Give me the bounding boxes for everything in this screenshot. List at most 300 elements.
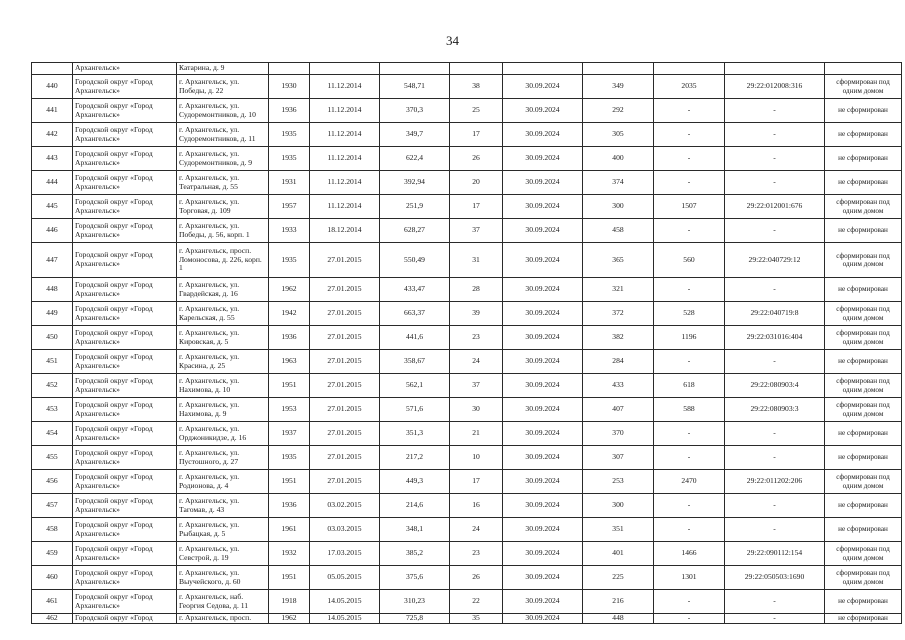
date-cell: 27.01.2015 bbox=[310, 243, 380, 278]
cost-cell: 300 bbox=[583, 195, 654, 219]
address-cell: г. Архангельск, просп. Ломоносова, д. 226, корп. 1 bbox=[177, 243, 269, 278]
date-cell: 11.12.2014 bbox=[310, 195, 380, 219]
status-cell: сформирован под одним домом bbox=[825, 566, 902, 590]
cadastral-number-cell: 29:22:080903:3 bbox=[725, 398, 825, 422]
status-cell: сформирован под одним домом bbox=[825, 374, 902, 398]
year-cell: 1932 bbox=[269, 542, 310, 566]
date-cell: 11.12.2014 bbox=[310, 171, 380, 195]
year-cell: 1957 bbox=[269, 195, 310, 219]
count-cell: 20 bbox=[450, 171, 503, 195]
count-cell: 38 bbox=[450, 75, 503, 99]
deadline-cell: 30.09.2024 bbox=[503, 614, 583, 624]
deadline-cell: 30.09.2024 bbox=[503, 518, 583, 542]
plot-area-cell: - bbox=[654, 446, 725, 470]
address-cell: г. Архангельск, ул. Судоремонтников, д. 9 bbox=[177, 147, 269, 171]
date-cell bbox=[310, 63, 380, 75]
deadline-cell: 30.09.2024 bbox=[503, 278, 583, 302]
status-cell: не сформирован bbox=[825, 123, 902, 147]
year-cell: 1933 bbox=[269, 219, 310, 243]
deadline-cell: 30.09.2024 bbox=[503, 99, 583, 123]
cadastral-number-cell: - bbox=[725, 171, 825, 195]
year-cell: 1931 bbox=[269, 171, 310, 195]
owner-cell: Городской округ «Город Архангельск» bbox=[73, 147, 177, 171]
date-cell: 11.12.2014 bbox=[310, 147, 380, 171]
table-row bbox=[32, 195, 902, 219]
area-cell: 441,6 bbox=[380, 326, 450, 350]
deadline-cell: 30.09.2024 bbox=[503, 590, 583, 614]
row-number: 450 bbox=[32, 326, 73, 350]
owner-cell: Архангельск» bbox=[73, 63, 177, 75]
area-cell: 214,6 bbox=[380, 494, 450, 518]
row-number: 459 bbox=[32, 542, 73, 566]
row-number: 457 bbox=[32, 494, 73, 518]
year-cell: 1951 bbox=[269, 374, 310, 398]
cost-cell: 292 bbox=[583, 99, 654, 123]
owner-cell: Городской округ «Город Архангельск» bbox=[73, 374, 177, 398]
area-cell: 622,4 bbox=[380, 147, 450, 171]
table-row bbox=[32, 171, 902, 195]
area-cell: 385,2 bbox=[380, 542, 450, 566]
count-cell: 21 bbox=[450, 422, 503, 446]
row-number: 441 bbox=[32, 99, 73, 123]
cadastral-number-cell: 29:22:040719:8 bbox=[725, 302, 825, 326]
table-row bbox=[32, 614, 902, 624]
plot-area-cell: 528 bbox=[654, 302, 725, 326]
table-row-continued bbox=[32, 63, 902, 75]
table-body bbox=[32, 63, 902, 624]
address-cell: г. Архангельск, ул. Нахимова, д. 10 bbox=[177, 374, 269, 398]
cadastral-number-cell: - bbox=[725, 147, 825, 171]
area-cell: 370,3 bbox=[380, 99, 450, 123]
table-row bbox=[32, 350, 902, 374]
owner-cell: Городской округ «Город bbox=[73, 614, 177, 624]
plot-area-cell: 588 bbox=[654, 398, 725, 422]
status-cell: не сформирован bbox=[825, 590, 902, 614]
plot-area-cell: 560 bbox=[654, 243, 725, 278]
cadastral-number-cell: 29:22:080903:4 bbox=[725, 374, 825, 398]
year-cell bbox=[269, 63, 310, 75]
plot-area-cell: - bbox=[654, 99, 725, 123]
address-cell: г. Архангельск, ул. Тагомав, д. 43 bbox=[177, 494, 269, 518]
plot-area-cell: - bbox=[654, 278, 725, 302]
row-number: 458 bbox=[32, 518, 73, 542]
area-cell: 392,94 bbox=[380, 171, 450, 195]
cadastral-number-cell: 29:22:012008:316 bbox=[725, 75, 825, 99]
cadastral-number-cell: - bbox=[725, 494, 825, 518]
deadline-cell: 30.09.2024 bbox=[503, 302, 583, 326]
area-cell: 375,6 bbox=[380, 566, 450, 590]
plot-area-cell: - bbox=[654, 350, 725, 374]
table-row bbox=[32, 219, 902, 243]
area-cell: 251,9 bbox=[380, 195, 450, 219]
cost-cell: 216 bbox=[583, 590, 654, 614]
row-number bbox=[32, 63, 73, 75]
deadline-cell: 30.09.2024 bbox=[503, 326, 583, 350]
owner-cell: Городской округ «Город Архангельск» bbox=[73, 75, 177, 99]
owner-cell: Городской округ «Город Архангельск» bbox=[73, 422, 177, 446]
plot-area-cell: - bbox=[654, 171, 725, 195]
table-row bbox=[32, 518, 902, 542]
area-cell: 725,8 bbox=[380, 614, 450, 624]
date-cell: 27.01.2015 bbox=[310, 326, 380, 350]
cadastral-number-cell: - bbox=[725, 99, 825, 123]
count-cell: 28 bbox=[450, 278, 503, 302]
area-cell: 358,67 bbox=[380, 350, 450, 374]
status-cell: не сформирован bbox=[825, 99, 902, 123]
row-number: 443 bbox=[32, 147, 73, 171]
cadastral-number-cell: - bbox=[725, 278, 825, 302]
cadastral-number-cell: - bbox=[725, 350, 825, 374]
area-cell: 217,2 bbox=[380, 446, 450, 470]
address-cell: г. Архангельск, ул. Театральная, д. 55 bbox=[177, 171, 269, 195]
cost-cell: 349 bbox=[583, 75, 654, 99]
deadline-cell: 30.09.2024 bbox=[503, 350, 583, 374]
address-cell: г. Архангельск, ул. Победы, д. 56, корп. 1 bbox=[177, 219, 269, 243]
cost-cell: 372 bbox=[583, 302, 654, 326]
row-number: 461 bbox=[32, 590, 73, 614]
date-cell: 27.01.2015 bbox=[310, 302, 380, 326]
deadline-cell: 30.09.2024 bbox=[503, 446, 583, 470]
area-cell: 628,27 bbox=[380, 219, 450, 243]
date-cell: 27.01.2015 bbox=[310, 374, 380, 398]
plot-area-cell: - bbox=[654, 123, 725, 147]
row-number: 442 bbox=[32, 123, 73, 147]
plot-area-cell: - bbox=[654, 614, 725, 624]
date-cell: 03.03.2015 bbox=[310, 518, 380, 542]
table-row bbox=[32, 75, 902, 99]
count-cell: 39 bbox=[450, 302, 503, 326]
status-cell: не сформирован bbox=[825, 446, 902, 470]
address-cell: г. Архангельск, ул. Пустошного, д. 27 bbox=[177, 446, 269, 470]
cost-cell: 433 bbox=[583, 374, 654, 398]
table-row bbox=[32, 566, 902, 590]
count-cell: 26 bbox=[450, 147, 503, 171]
count-cell: 30 bbox=[450, 398, 503, 422]
area-cell: 550,49 bbox=[380, 243, 450, 278]
date-cell: 27.01.2015 bbox=[310, 398, 380, 422]
cost-cell: 382 bbox=[583, 326, 654, 350]
cadastral-number-cell: 29:22:050503:1690 bbox=[725, 566, 825, 590]
address-cell: г. Архангельск, ул. Гвардейская, д. 16 bbox=[177, 278, 269, 302]
deadline-cell: 30.09.2024 bbox=[503, 147, 583, 171]
address-cell: г. Архангельск, ул. Орджоникидзе, д. 16 bbox=[177, 422, 269, 446]
cost-cell: 300 bbox=[583, 494, 654, 518]
status-cell: сформирован под одним домом bbox=[825, 398, 902, 422]
address-cell: г. Архангельск, ул. Севстрой, д. 19 bbox=[177, 542, 269, 566]
row-number: 454 bbox=[32, 422, 73, 446]
owner-cell: Городской округ «Город Архангельск» bbox=[73, 99, 177, 123]
cost-cell bbox=[583, 63, 654, 75]
status-cell: не сформирован bbox=[825, 219, 902, 243]
cost-cell: 448 bbox=[583, 614, 654, 624]
address-cell: г. Архангельск, ул. Судоремонтников, д. 10 bbox=[177, 99, 269, 123]
deadline-cell: 30.09.2024 bbox=[503, 195, 583, 219]
count-cell: 23 bbox=[450, 326, 503, 350]
year-cell: 1951 bbox=[269, 566, 310, 590]
date-cell: 27.01.2015 bbox=[310, 422, 380, 446]
plot-area-cell: - bbox=[654, 422, 725, 446]
deadline-cell: 30.09.2024 bbox=[503, 494, 583, 518]
status-cell: не сформирован bbox=[825, 518, 902, 542]
plot-area-cell: - bbox=[654, 590, 725, 614]
year-cell: 1962 bbox=[269, 614, 310, 624]
deadline-cell: 30.09.2024 bbox=[503, 422, 583, 446]
year-cell: 1935 bbox=[269, 446, 310, 470]
year-cell: 1961 bbox=[269, 518, 310, 542]
date-cell: 11.12.2014 bbox=[310, 99, 380, 123]
year-cell: 1935 bbox=[269, 243, 310, 278]
cadastral-number-cell: 29:22:012001:676 bbox=[725, 195, 825, 219]
count-cell: 17 bbox=[450, 123, 503, 147]
count-cell: 17 bbox=[450, 470, 503, 494]
year-cell: 1935 bbox=[269, 123, 310, 147]
status-cell: не сформирован bbox=[825, 147, 902, 171]
owner-cell: Городской округ «Город Архангельск» bbox=[73, 566, 177, 590]
plot-area-cell: 1466 bbox=[654, 542, 725, 566]
area-cell: 310,23 bbox=[380, 590, 450, 614]
year-cell: 1936 bbox=[269, 494, 310, 518]
address-cell: г. Архангельск, ул. Рыбацкая, д. 5 bbox=[177, 518, 269, 542]
cadastral-number-cell: 29:22:040729:12 bbox=[725, 243, 825, 278]
owner-cell: Городской округ «Город Архангельск» bbox=[73, 243, 177, 278]
owner-cell: Городской округ «Город Архангельск» bbox=[73, 195, 177, 219]
cadastral-number-cell: - bbox=[725, 123, 825, 147]
row-number: 451 bbox=[32, 350, 73, 374]
owner-cell: Городской округ «Город Архангельск» bbox=[73, 123, 177, 147]
cadastral-number-cell: - bbox=[725, 219, 825, 243]
table-row bbox=[32, 446, 902, 470]
plot-area-cell: - bbox=[654, 494, 725, 518]
area-cell: 348,1 bbox=[380, 518, 450, 542]
status-cell bbox=[825, 63, 902, 75]
address-cell: г. Архангельск, ул. Судоремонтников, д. 11 bbox=[177, 123, 269, 147]
date-cell: 18.12.2014 bbox=[310, 219, 380, 243]
cadastral-number-cell: 29:22:031016:404 bbox=[725, 326, 825, 350]
owner-cell: Городской округ «Город Архангельск» bbox=[73, 398, 177, 422]
status-cell: не сформирован bbox=[825, 494, 902, 518]
owner-cell: Городской округ «Город Архангельск» bbox=[73, 446, 177, 470]
cost-cell: 401 bbox=[583, 542, 654, 566]
year-cell: 1951 bbox=[269, 470, 310, 494]
year-cell: 1918 bbox=[269, 590, 310, 614]
count-cell: 23 bbox=[450, 542, 503, 566]
cadastral-number-cell: 29:22:011202:206 bbox=[725, 470, 825, 494]
cost-cell: 374 bbox=[583, 171, 654, 195]
deadline-cell bbox=[503, 63, 583, 75]
year-cell: 1963 bbox=[269, 350, 310, 374]
count-cell: 37 bbox=[450, 374, 503, 398]
cost-cell: 458 bbox=[583, 219, 654, 243]
status-cell: не сформирован bbox=[825, 171, 902, 195]
cost-cell: 284 bbox=[583, 350, 654, 374]
year-cell: 1935 bbox=[269, 147, 310, 171]
area-cell: 349,7 bbox=[380, 123, 450, 147]
row-number: 449 bbox=[32, 302, 73, 326]
row-number: 448 bbox=[32, 278, 73, 302]
owner-cell: Городской округ «Город Архангельск» bbox=[73, 326, 177, 350]
row-number: 447 bbox=[32, 243, 73, 278]
year-cell: 1936 bbox=[269, 326, 310, 350]
table-row bbox=[32, 374, 902, 398]
date-cell: 27.01.2015 bbox=[310, 470, 380, 494]
cost-cell: 365 bbox=[583, 243, 654, 278]
status-cell: сформирован под одним домом bbox=[825, 195, 902, 219]
plot-area-cell: 1507 bbox=[654, 195, 725, 219]
year-cell: 1953 bbox=[269, 398, 310, 422]
address-cell: Катарина, д. 9 bbox=[177, 63, 269, 75]
owner-cell: Городской округ «Город Архангельск» bbox=[73, 518, 177, 542]
table-row bbox=[32, 99, 902, 123]
table-row bbox=[32, 326, 902, 350]
table-row bbox=[32, 147, 902, 171]
plot-area-cell: 2035 bbox=[654, 75, 725, 99]
address-cell: г. Архангельск, ул. Торговая, д. 109 bbox=[177, 195, 269, 219]
deadline-cell: 30.09.2024 bbox=[503, 398, 583, 422]
cost-cell: 400 bbox=[583, 147, 654, 171]
page-number: 34 bbox=[446, 33, 459, 48]
status-cell: не сформирован bbox=[825, 422, 902, 446]
cost-cell: 253 bbox=[583, 470, 654, 494]
owner-cell: Городской округ «Город Архангельск» bbox=[73, 470, 177, 494]
date-cell: 17.03.2015 bbox=[310, 542, 380, 566]
date-cell: 27.01.2015 bbox=[310, 446, 380, 470]
area-cell: 433,47 bbox=[380, 278, 450, 302]
cost-cell: 321 bbox=[583, 278, 654, 302]
row-number: 453 bbox=[32, 398, 73, 422]
row-number: 445 bbox=[32, 195, 73, 219]
owner-cell: Городской округ «Город Архангельск» bbox=[73, 350, 177, 374]
plot-area-cell: - bbox=[654, 219, 725, 243]
cadastral-number-cell: 29:22:090112:154 bbox=[725, 542, 825, 566]
deadline-cell: 30.09.2024 bbox=[503, 219, 583, 243]
cost-cell: 351 bbox=[583, 518, 654, 542]
count-cell: 35 bbox=[450, 614, 503, 624]
owner-cell: Городской округ «Город Архангельск» bbox=[73, 171, 177, 195]
status-cell: сформирован под одним домом bbox=[825, 302, 902, 326]
count-cell: 25 bbox=[450, 99, 503, 123]
area-cell: 663,37 bbox=[380, 302, 450, 326]
cost-cell: 307 bbox=[583, 446, 654, 470]
count-cell: 22 bbox=[450, 590, 503, 614]
deadline-cell: 30.09.2024 bbox=[503, 75, 583, 99]
year-cell: 1930 bbox=[269, 75, 310, 99]
table-row bbox=[32, 422, 902, 446]
cadastral-number-cell: - bbox=[725, 614, 825, 624]
row-number: 460 bbox=[32, 566, 73, 590]
deadline-cell: 30.09.2024 bbox=[503, 243, 583, 278]
address-cell: г. Архангельск, ул. Карельская, д. 55 bbox=[177, 302, 269, 326]
count-cell: 24 bbox=[450, 518, 503, 542]
row-number: 452 bbox=[32, 374, 73, 398]
deadline-cell: 30.09.2024 bbox=[503, 470, 583, 494]
date-cell: 27.01.2015 bbox=[310, 278, 380, 302]
count-cell: 26 bbox=[450, 566, 503, 590]
row-number: 440 bbox=[32, 75, 73, 99]
table-row bbox=[32, 398, 902, 422]
plot-area-cell bbox=[654, 63, 725, 75]
area-cell: 562,1 bbox=[380, 374, 450, 398]
plot-area-cell: 2470 bbox=[654, 470, 725, 494]
area-cell bbox=[380, 63, 450, 75]
table-row bbox=[32, 590, 902, 614]
status-cell: сформирован под одним домом bbox=[825, 75, 902, 99]
deadline-cell: 30.09.2024 bbox=[503, 123, 583, 147]
area-cell: 571,6 bbox=[380, 398, 450, 422]
date-cell: 11.12.2014 bbox=[310, 75, 380, 99]
table-row bbox=[32, 123, 902, 147]
plot-area-cell: 618 bbox=[654, 374, 725, 398]
table-row bbox=[32, 494, 902, 518]
status-cell: не сформирован bbox=[825, 614, 902, 624]
count-cell: 31 bbox=[450, 243, 503, 278]
deadline-cell: 30.09.2024 bbox=[503, 566, 583, 590]
row-number: 444 bbox=[32, 171, 73, 195]
count-cell bbox=[450, 63, 503, 75]
row-number: 446 bbox=[32, 219, 73, 243]
row-number: 462 bbox=[32, 614, 73, 624]
cadastral-number-cell: - bbox=[725, 446, 825, 470]
year-cell: 1936 bbox=[269, 99, 310, 123]
cost-cell: 370 bbox=[583, 422, 654, 446]
address-cell: г. Архангельск, ул. Родионова, д. 4 bbox=[177, 470, 269, 494]
status-cell: сформирован под одним домом bbox=[825, 542, 902, 566]
count-cell: 10 bbox=[450, 446, 503, 470]
deadline-cell: 30.09.2024 bbox=[503, 374, 583, 398]
table-row bbox=[32, 470, 902, 494]
plot-area-cell: - bbox=[654, 518, 725, 542]
year-cell: 1937 bbox=[269, 422, 310, 446]
date-cell: 27.01.2015 bbox=[310, 350, 380, 374]
cost-cell: 305 bbox=[583, 123, 654, 147]
cadastral-number-cell: - bbox=[725, 518, 825, 542]
cadastral-number-cell: - bbox=[725, 422, 825, 446]
date-cell: 11.12.2014 bbox=[310, 123, 380, 147]
area-cell: 351,3 bbox=[380, 422, 450, 446]
table-row bbox=[32, 278, 902, 302]
housing-registry-table bbox=[31, 62, 902, 624]
area-cell: 548,71 bbox=[380, 75, 450, 99]
date-cell: 14.05.2015 bbox=[310, 590, 380, 614]
year-cell: 1962 bbox=[269, 278, 310, 302]
plot-area-cell: 1196 bbox=[654, 326, 725, 350]
count-cell: 24 bbox=[450, 350, 503, 374]
status-cell: не сформирован bbox=[825, 278, 902, 302]
plot-area-cell: - bbox=[654, 147, 725, 171]
date-cell: 03.02.2015 bbox=[310, 494, 380, 518]
cadastral-number-cell bbox=[725, 63, 825, 75]
table-row bbox=[32, 542, 902, 566]
date-cell: 14.05.2015 bbox=[310, 614, 380, 624]
owner-cell: Городской округ «Город Архангельск» bbox=[73, 494, 177, 518]
year-cell: 1942 bbox=[269, 302, 310, 326]
count-cell: 17 bbox=[450, 195, 503, 219]
status-cell: сформирован под одним домом bbox=[825, 326, 902, 350]
deadline-cell: 30.09.2024 bbox=[503, 542, 583, 566]
owner-cell: Городской округ «Город Архангельск» bbox=[73, 278, 177, 302]
count-cell: 16 bbox=[450, 494, 503, 518]
status-cell: сформирован под одним домом bbox=[825, 470, 902, 494]
address-cell: г. Архангельск, ул. Красина, д. 25 bbox=[177, 350, 269, 374]
address-cell: г. Архангельск, ул. Выучейского, д. 60 bbox=[177, 566, 269, 590]
address-cell: г. Архангельск, просп. bbox=[177, 614, 269, 624]
row-number: 456 bbox=[32, 470, 73, 494]
table-row bbox=[32, 243, 902, 278]
cost-cell: 407 bbox=[583, 398, 654, 422]
cadastral-number-cell: - bbox=[725, 590, 825, 614]
deadline-cell: 30.09.2024 bbox=[503, 171, 583, 195]
area-cell: 449,3 bbox=[380, 470, 450, 494]
table-row bbox=[32, 302, 902, 326]
